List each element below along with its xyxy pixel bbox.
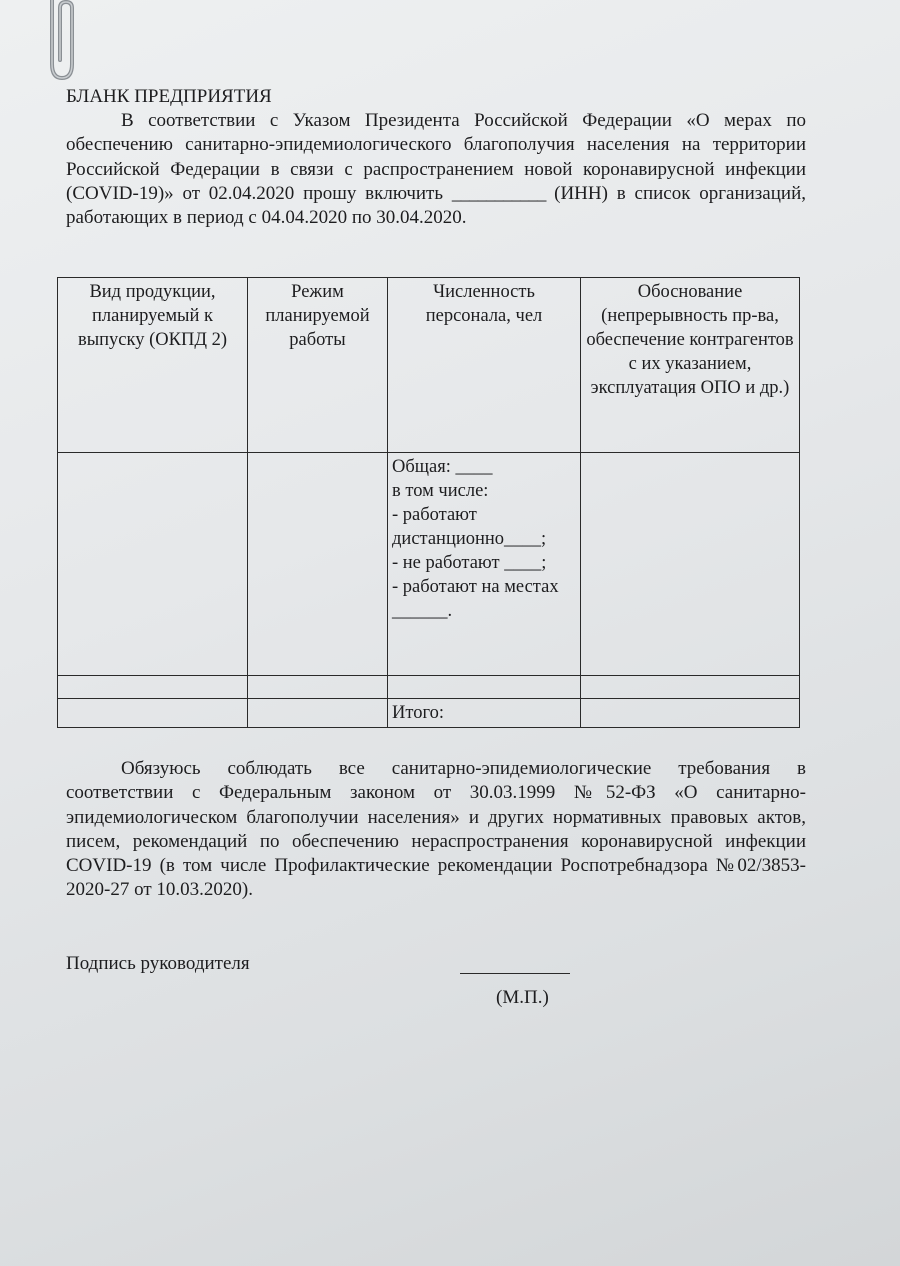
empty-cell	[388, 676, 581, 699]
empty-cell	[248, 699, 388, 728]
empty-cell	[581, 676, 800, 699]
header-work-mode: Режим планируемой работы	[248, 278, 388, 453]
staff-total-line: Общая: ____	[392, 457, 493, 477]
empty-cell	[248, 676, 388, 699]
empty-cell	[581, 699, 800, 728]
paperclip-icon	[38, 0, 86, 86]
staff-including-line: в том числе:	[392, 481, 489, 501]
staff-onsite-line: - работают на местах ______.	[392, 577, 559, 621]
table-row	[58, 676, 800, 699]
table-header-row	[58, 278, 800, 453]
inn-field: ___________	[451, 182, 546, 204]
letterhead-title: БЛАНК ПРЕДПРИЯТИЯ	[66, 86, 272, 107]
empty-cell	[58, 699, 248, 728]
staff-cell	[388, 453, 581, 676]
work-mode-cell	[248, 453, 388, 676]
staff-not-working-line: - не работают ____;	[392, 553, 547, 573]
total-label: Итого:	[388, 699, 581, 728]
commitment-paragraph: Обязуюсь соблюдать все санитарно-эпидемиологические требования в соответствии с Федеральным законом от 30.03.1999 №52-ФЗ «О санитарно-эпидемиологическом благополучии населения» и других нормативных правовых актов, писем, рекомендаций по обеспечению нераспространения коронавирусной инфекции COVID-19 (в том числе Профилактические рекомендации Роспотребнадзора №02/3853-2020-27 от 10.03.2020).	[66, 758, 806, 901]
signature-line	[460, 973, 570, 974]
stamp-label: (М.П.)	[496, 987, 549, 1008]
signature-label: Подпись руководителя	[66, 953, 250, 974]
justification-cell	[581, 453, 800, 676]
staff-remote-line: - работают дистанционно____;	[392, 505, 547, 549]
request-text-end: (ИНН) в список организаций, работающих в период с 04.04.2020 по 30.04.2020.	[66, 182, 806, 229]
header-justification: Обоснование (непрерывность пр-ва, обеспечение контрагентов с их указанием, эксплуатация ОПО и др.)	[581, 278, 800, 453]
request-paragraph	[66, 109, 806, 230]
request-text: В соответствии с Указом Президента Российской Федерации «О мерах по обеспечению санитарно-эпидемиологического благополучия населения на территории Российской Федерации в связи с распространением новой коронавирусной инфекции (COVID-19)» от 02.04.2020 прошу включить	[66, 110, 806, 204]
empty-cell	[58, 676, 248, 699]
product-cell	[58, 453, 248, 676]
header-staff-count: Численность персонала, чел	[388, 278, 581, 453]
table-row	[58, 453, 800, 676]
header-product-type: Вид продукции, планируемый к выпуску (ОКПД 2)	[58, 278, 248, 453]
table-total-row	[58, 699, 800, 728]
work-plan-table	[57, 277, 800, 728]
